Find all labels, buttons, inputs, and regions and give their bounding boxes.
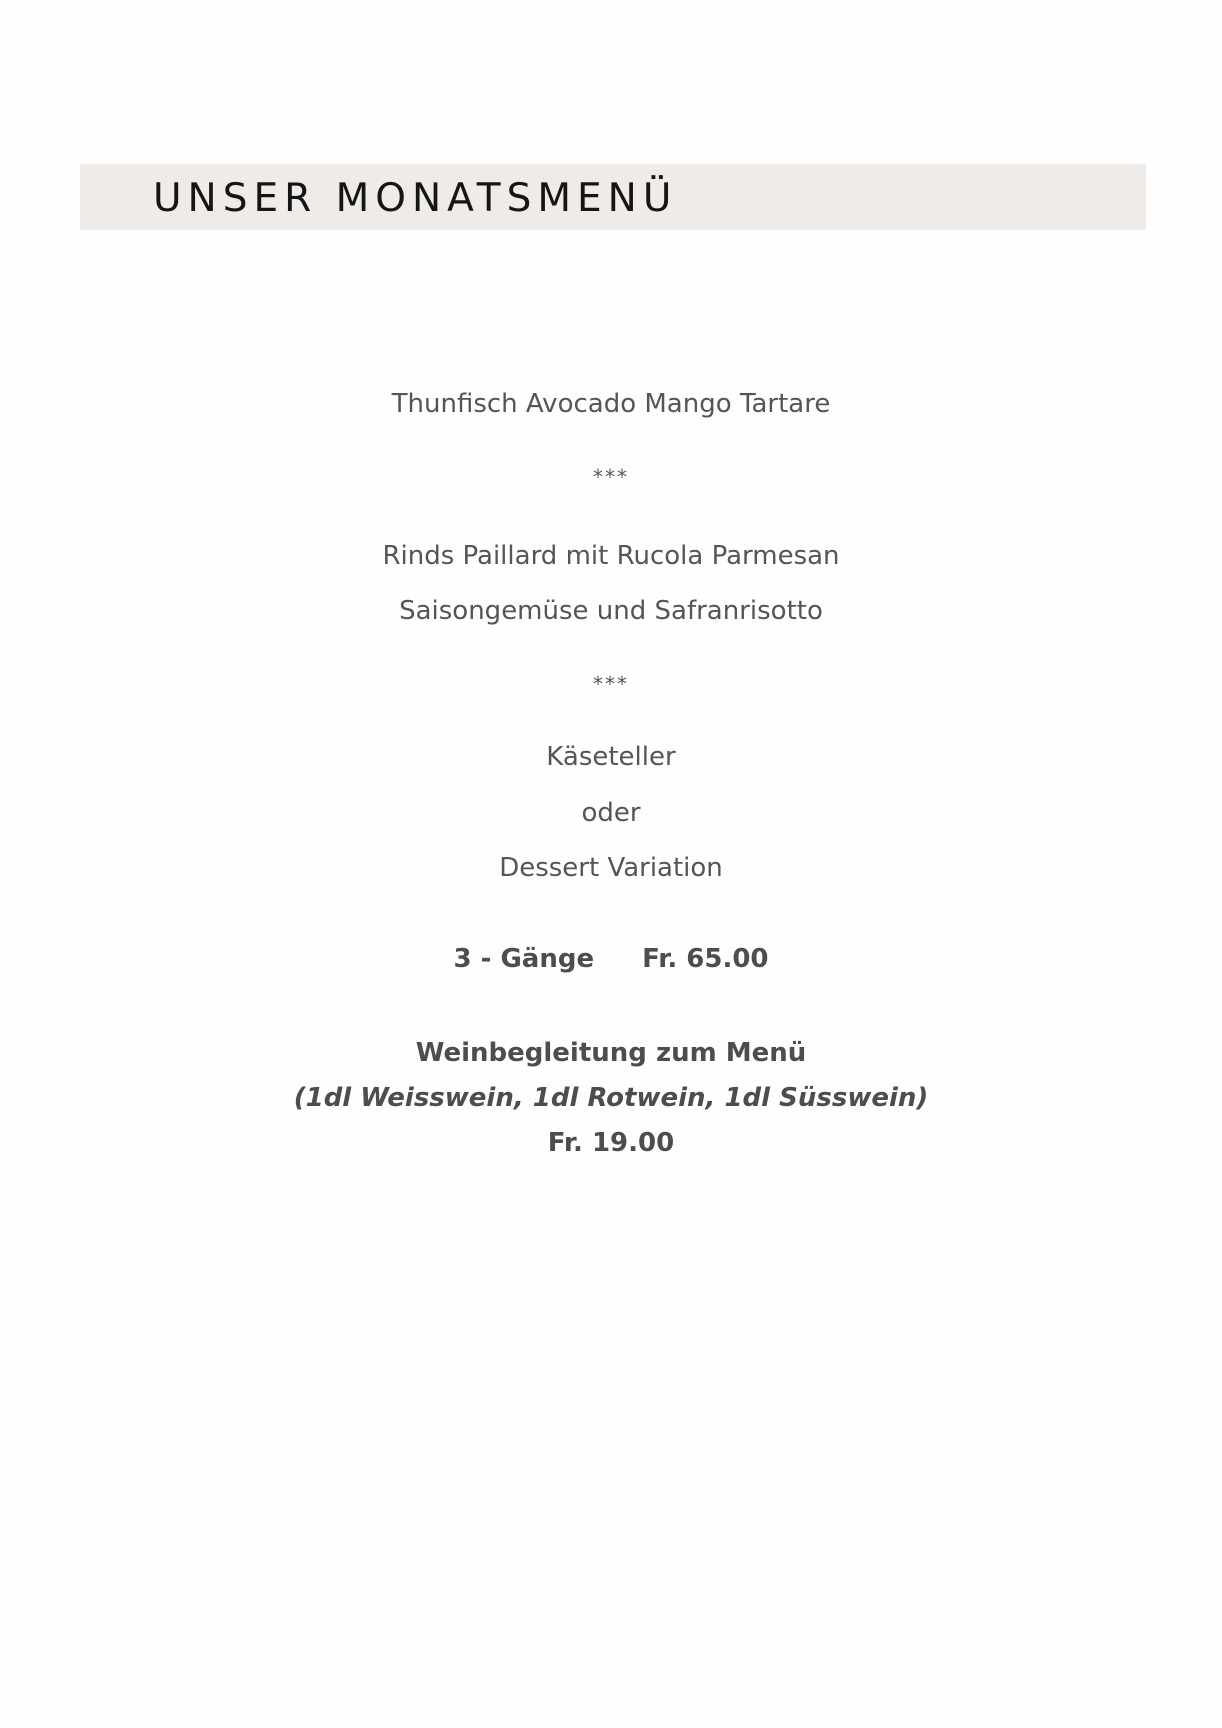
page-title: UNSER MONATSMENÜ: [153, 176, 678, 221]
main-dish-line-2: Saisongemüse und Safranrisotto: [399, 596, 823, 626]
course-separator: ***: [593, 465, 629, 489]
courses-label: 3 - Gänge: [453, 944, 595, 974]
menu-price-row: [0, 942, 1222, 976]
wine-pairing-title: Weinbegleitung zum Menü: [415, 1038, 807, 1068]
wine-pairing-price: Fr. 19.00: [547, 1128, 675, 1158]
course-separator: ***: [593, 672, 629, 696]
starter-dish: Thunfisch Avocado Mango Tartare: [391, 389, 831, 419]
courses-price: Fr. 65.00: [642, 944, 769, 974]
dessert-or: oder: [581, 798, 641, 828]
dessert-option-2: Dessert Variation: [499, 853, 723, 883]
main-dish-line-1: Rinds Paillard mit Rucola Parmesan: [382, 541, 840, 571]
wine-pairing-details: (1dl Weisswein, 1dl Rotwein, 1dl Süsswein): [293, 1083, 929, 1113]
dessert-option-1: Käseteller: [546, 742, 676, 772]
title-band: [80, 164, 1146, 230]
